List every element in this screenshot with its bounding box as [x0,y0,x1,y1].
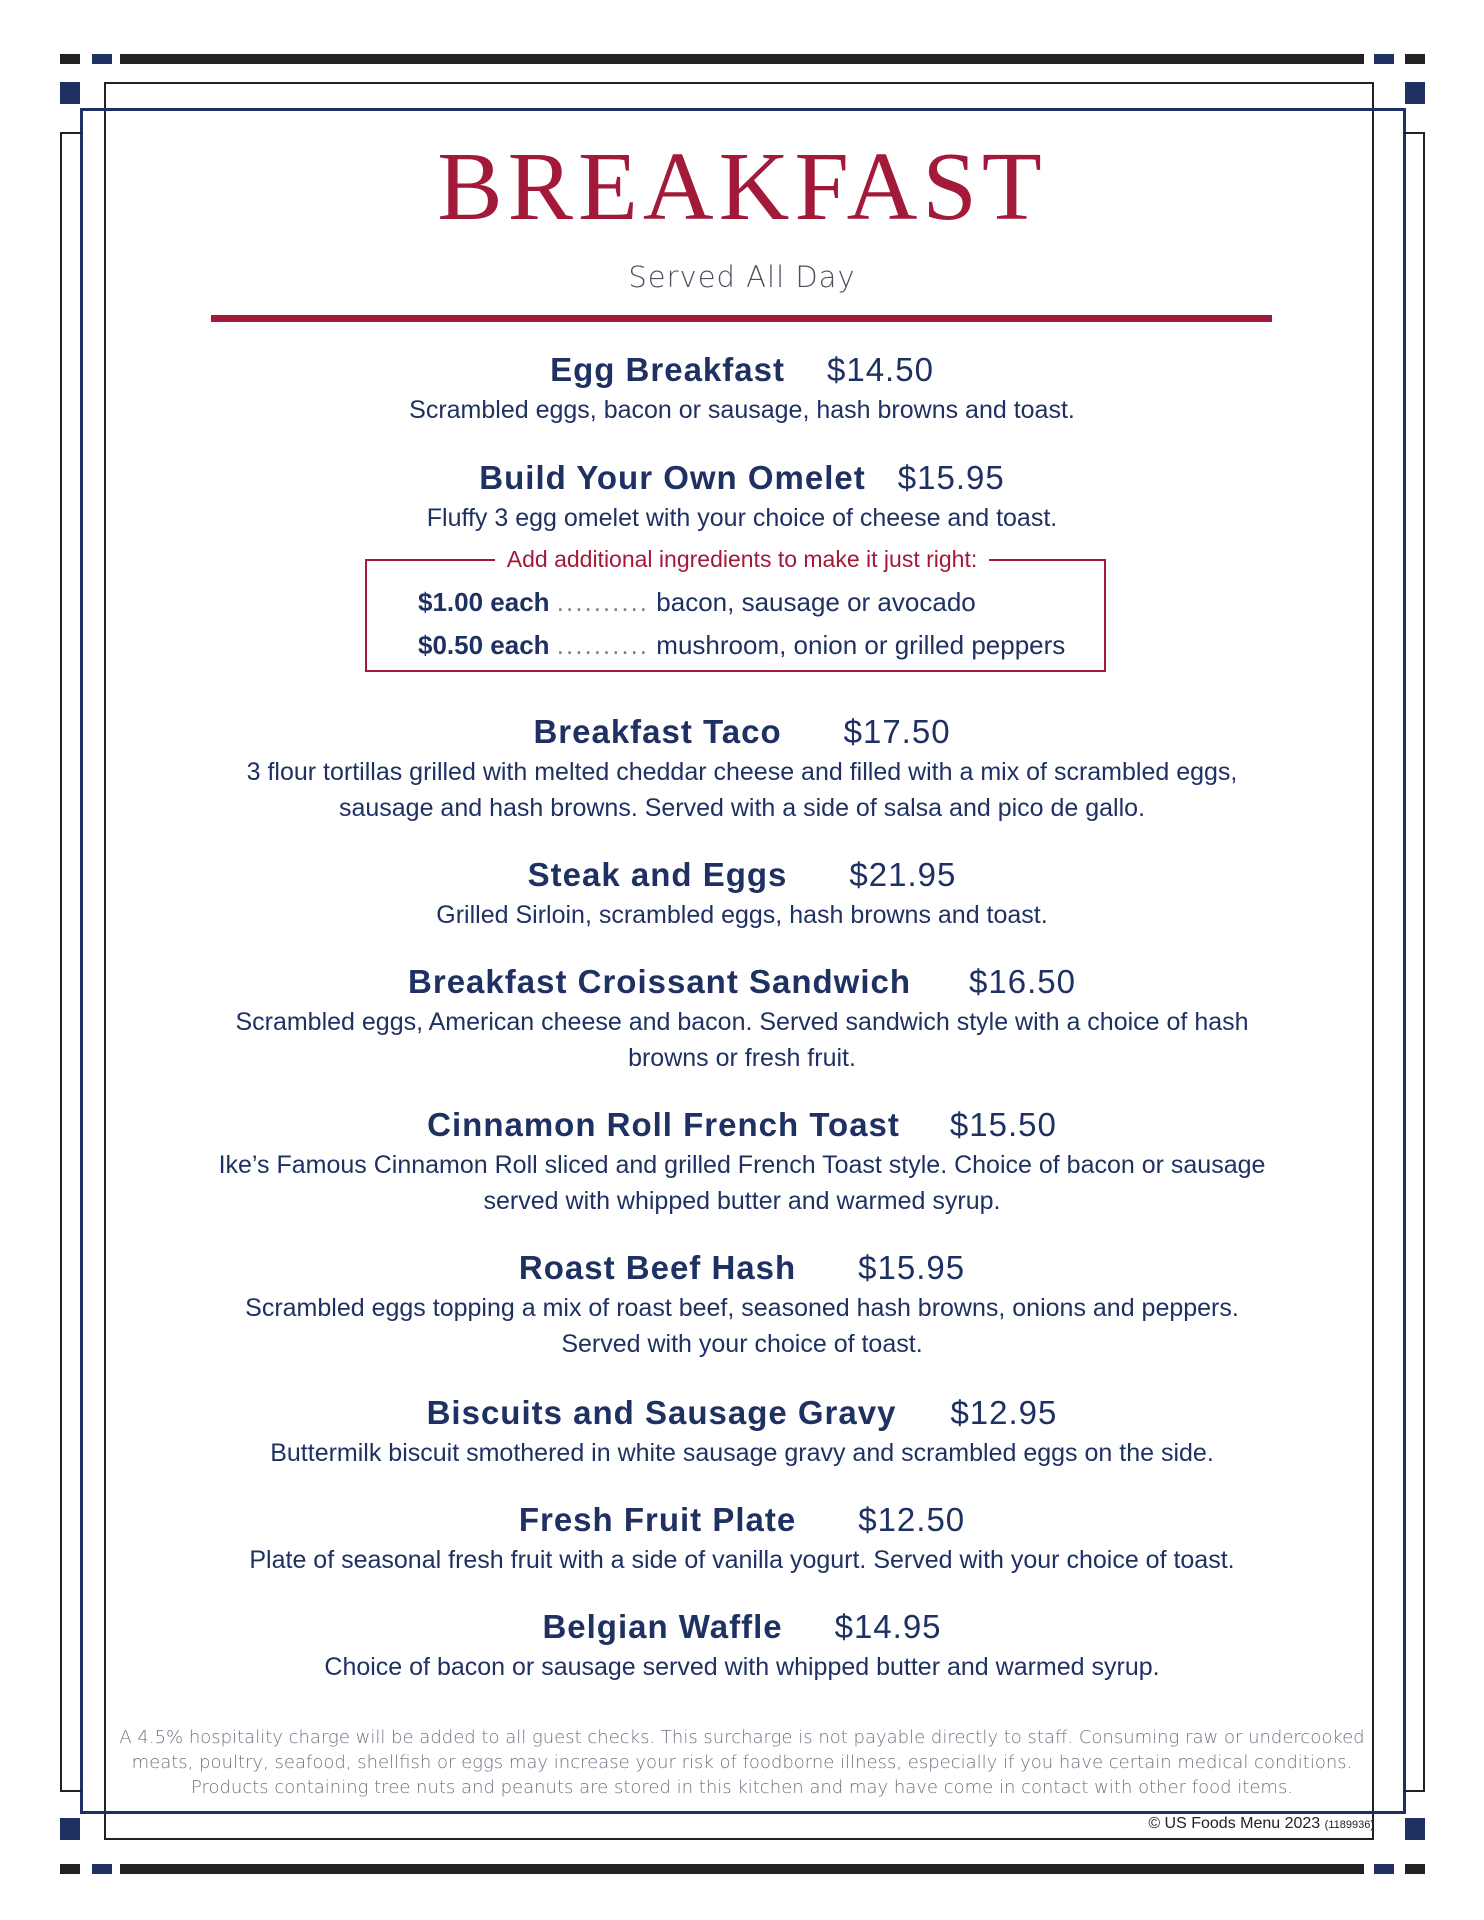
frame-side-line [1403,1790,1425,1792]
item-description: Scrambled eggs, bacon or sausage, hash browns and toast. [409,396,1075,424]
corner-square [60,82,80,104]
item-price: $14.50 [826,351,934,388]
addon-dots: .......... [556,587,650,617]
corner-square [60,1818,80,1840]
item-name: Steak and Eggs [527,856,788,893]
frame-bar [60,54,80,64]
menu-item [0,712,1484,826]
frame-bar [1374,1864,1394,1874]
item-price: $17.50 [843,713,951,750]
title-divider [211,315,1272,322]
frame-bar [1374,54,1394,64]
frame-bar [120,54,1364,64]
frame-bar [1405,54,1425,64]
item-description: Choice of bacon or sausage served with whipped butter and warmed syrup. [324,1653,1160,1681]
frame-bar [92,1864,112,1874]
menu-item [0,1393,1484,1471]
page-title: BREAKFAST [437,133,1047,241]
item-price: $15.50 [949,1106,1057,1143]
corner-square [1405,1818,1425,1840]
addon-items: bacon, sausage or avocado [656,587,976,617]
menu-item [0,1607,1484,1685]
menu-item [0,1105,1484,1219]
item-description: Buttermilk biscuit smothered in white sausage gravy and scrambled eggs on the side. [270,1439,1214,1467]
item-name: Fresh Fruit Plate [518,1501,797,1538]
item-description: Scrambled eggs topping a mix of roast beef, seasoned hash browns, onions and peppers. Served with your choice of toast. [245,1294,1239,1358]
addon-price: $0.50 each [418,630,550,660]
item-name: Belgian Waffle [542,1608,783,1645]
item-name: Cinnamon Roll French Toast [427,1106,900,1143]
item-name: Roast Beef Hash [518,1249,797,1286]
menu-item [0,1500,1484,1578]
addon-items: mushroom, onion or grilled peppers [656,630,1066,660]
item-name: Biscuits and Sausage Gravy [426,1394,897,1431]
menu-item [0,1248,1484,1362]
item-price: $14.95 [834,1608,942,1645]
item-name: Breakfast Croissant Sandwich [408,963,912,1000]
item-description: Scrambled eggs, American cheese and bacon. Served sandwich style with a choice of hash browns or fresh fruit. [235,1008,1249,1072]
item-description: Ike’s Famous Cinnamon Roll sliced and grilled French Toast style. Choice of bacon or sausage served with whipped butter and warmed syrup. [218,1151,1266,1215]
item-price: $12.95 [950,1394,1058,1431]
addon-row [418,627,1065,663]
menu-item [0,350,1484,428]
item-name: Build Your Own Omelet [479,459,866,496]
frame-bar [60,1864,80,1874]
addon-dots: .......... [556,630,650,660]
item-description: 3 flour tortillas grilled with melted cheddar cheese and filled with a mix of scrambled eggs, sausage and hash browns. Served with a side of salsa and pico de gallo. [246,758,1238,822]
frame-side-line [60,1790,82,1792]
item-price: $15.95 [858,1249,966,1286]
menu-item [0,855,1484,933]
menu-item [0,458,1484,536]
frame-bar [92,54,112,64]
copyright: © US Foods Menu 2023 (1189936) [1148,1815,1374,1832]
item-price: $16.50 [969,963,1076,1000]
frame-bar [1405,1864,1425,1874]
item-description: Plate of seasonal fresh fruit with a side of vanilla yogurt. Served with your choice of toast. [249,1546,1235,1574]
item-name: Breakfast Taco [533,713,782,750]
corner-square [1405,82,1425,104]
item-price: $21.95 [849,856,957,893]
addon-row [418,584,976,620]
item-description: Fluffy 3 egg omelet with your choice of cheese and toast. [426,504,1058,532]
menu-item [0,962,1484,1076]
item-price: $12.50 [858,1501,966,1538]
item-price: $15.95 [897,459,1005,496]
page-subtitle: Served All Day [628,260,856,294]
disclaimer: A 4.5% hospitality charge will be added to all guest checks. This surcharge is not payable directly to staff. Consuming raw or undercooked meats, poultry, seafood, shellfish or eggs may increase your risk of foodborne illness, especially if you have certain medical conditions. Products containing tree nuts and peanuts are stored in this kitchen and may have come in contact with other food items. [119,1727,1365,1798]
frame-bar [120,1864,1364,1874]
item-description: Grilled Sirloin, scrambled eggs, hash browns and toast. [436,901,1048,929]
addon-price: $1.00 each [418,587,550,617]
item-name: Egg Breakfast [550,351,785,388]
addon-title: Add additional ingredients to make it just right: [0,542,1484,576]
